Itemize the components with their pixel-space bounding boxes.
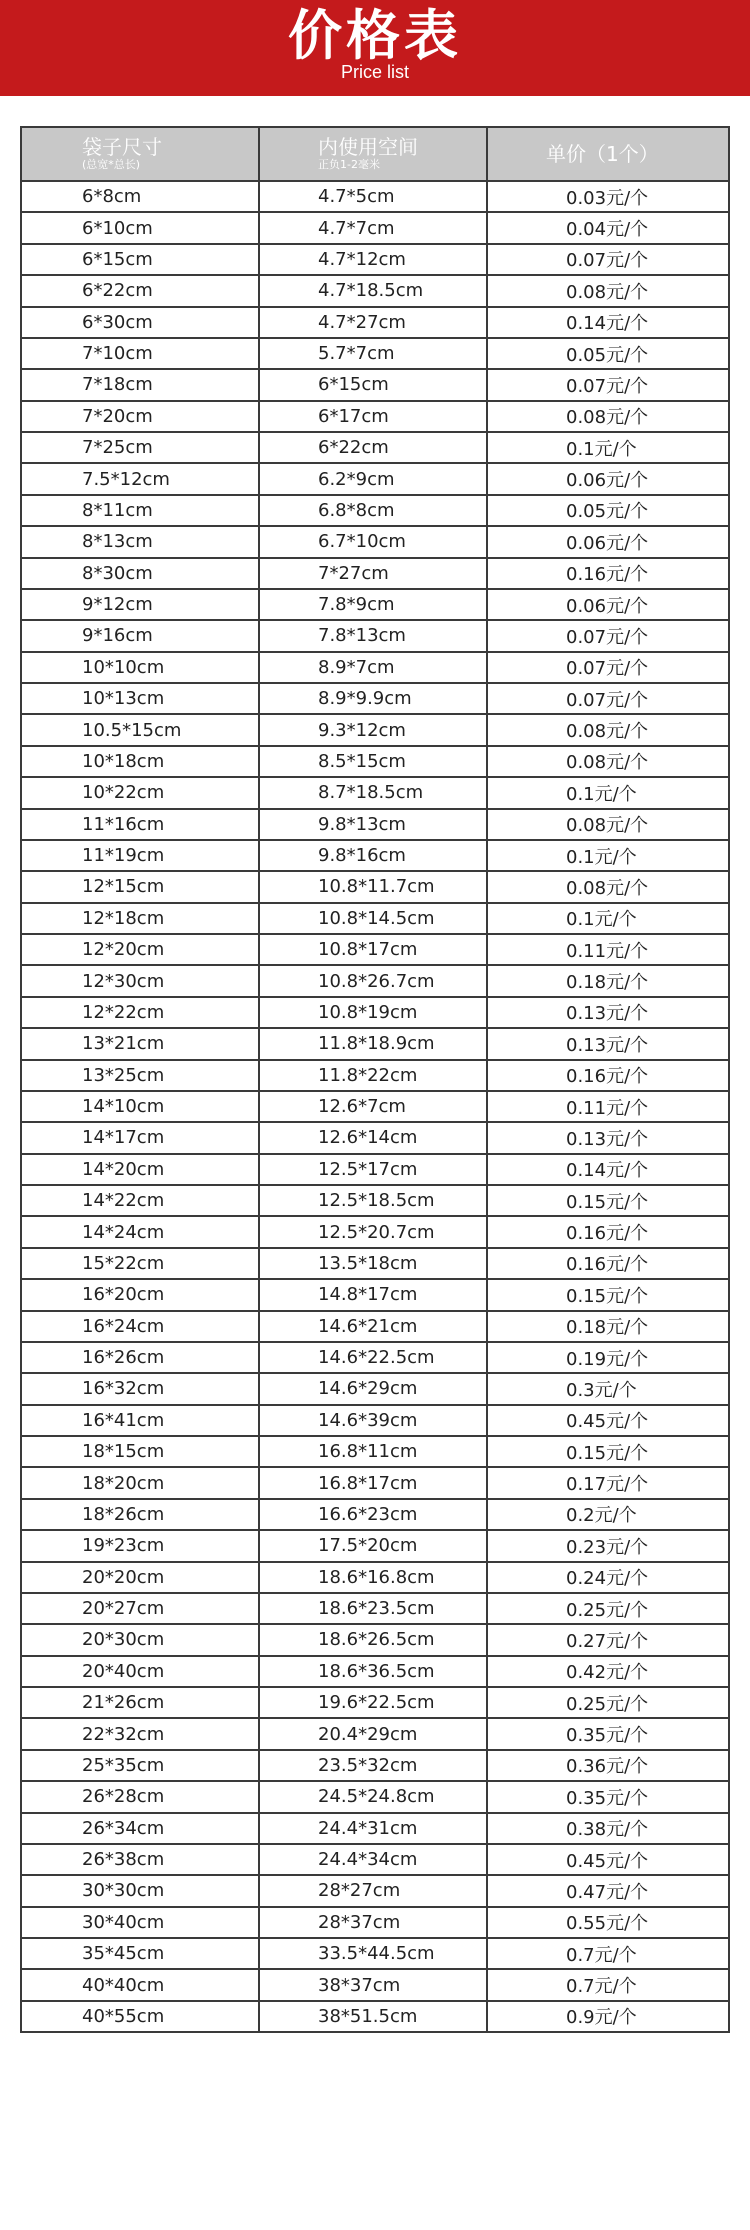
inner-space-cell: 16.6*23cm [259, 1499, 487, 1530]
inner-space-cell: 5.7*7cm [259, 338, 487, 369]
inner-space-cell: 14.8*17cm [259, 1279, 487, 1310]
inner-space-cell: 33.5*44.5cm [259, 1938, 487, 1969]
unit-price-cell: 0.27元/个 [487, 1624, 729, 1655]
inner-space-cell: 9.8*13cm [259, 809, 487, 840]
bag-size-cell: 14*10cm [21, 1091, 259, 1122]
table-row [21, 1436, 729, 1467]
bag-size-cell: 16*24cm [21, 1311, 259, 1342]
unit-price-cell: 0.9元/个 [487, 2001, 729, 2032]
inner-space-cell: 6.7*10cm [259, 526, 487, 557]
price-table [20, 126, 730, 2033]
table-row [21, 1122, 729, 1153]
inner-space-cell: 38*37cm [259, 1969, 487, 2000]
inner-space-cell: 4.7*12cm [259, 244, 487, 275]
table-row [21, 463, 729, 494]
inner-space-cell: 19.6*22.5cm [259, 1687, 487, 1718]
unit-price-cell: 0.55元/个 [487, 1907, 729, 1938]
unit-price-cell: 0.7元/个 [487, 1969, 729, 2000]
table-row [21, 1656, 729, 1687]
column-header-inner-space [259, 127, 487, 181]
bag-size-cell: 14*22cm [21, 1185, 259, 1216]
table-row [21, 1813, 729, 1844]
table-row [21, 1028, 729, 1059]
bag-size-cell: 10*10cm [21, 652, 259, 683]
unit-price-cell: 0.25元/个 [487, 1593, 729, 1624]
inner-space-cell: 14.6*21cm [259, 1311, 487, 1342]
bag-size-cell: 12*18cm [21, 903, 259, 934]
inner-space-cell: 28*27cm [259, 1875, 487, 1906]
bag-size-cell: 14*24cm [21, 1216, 259, 1247]
table-row [21, 1593, 729, 1624]
bag-size-cell: 15*22cm [21, 1248, 259, 1279]
bag-size-cell: 6*22cm [21, 275, 259, 306]
bag-size-cell: 11*16cm [21, 809, 259, 840]
unit-price-cell: 0.38元/个 [487, 1813, 729, 1844]
unit-price-cell: 0.1元/个 [487, 903, 729, 934]
unit-price-cell: 0.13元/个 [487, 1028, 729, 1059]
table-row [21, 1467, 729, 1498]
inner-space-cell: 8.5*15cm [259, 746, 487, 777]
bag-size-cell: 16*26cm [21, 1342, 259, 1373]
unit-price-cell: 0.08元/个 [487, 746, 729, 777]
bag-size-cell: 8*11cm [21, 495, 259, 526]
column-header-label: 单价（1个） [546, 142, 659, 166]
table-row [21, 997, 729, 1028]
unit-price-cell: 0.1元/个 [487, 840, 729, 871]
bag-size-cell: 35*45cm [21, 1938, 259, 1969]
table-row [21, 652, 729, 683]
inner-space-cell: 6*22cm [259, 432, 487, 463]
table-row [21, 589, 729, 620]
bag-size-cell: 30*30cm [21, 1875, 259, 1906]
bag-size-cell: 25*35cm [21, 1750, 259, 1781]
inner-space-cell: 12.6*14cm [259, 1122, 487, 1153]
column-header-bag-size [21, 127, 259, 181]
bag-size-cell: 18*20cm [21, 1467, 259, 1498]
table-row [21, 934, 729, 965]
unit-price-cell: 0.17元/个 [487, 1467, 729, 1498]
bag-size-cell: 9*12cm [21, 589, 259, 620]
table-row [21, 1279, 729, 1310]
table-row [21, 338, 729, 369]
bag-size-cell: 20*30cm [21, 1624, 259, 1655]
unit-price-cell: 0.03元/个 [487, 181, 729, 212]
bag-size-cell: 20*20cm [21, 1562, 259, 1593]
table-row [21, 714, 729, 745]
table-row [21, 871, 729, 902]
unit-price-cell: 0.08元/个 [487, 401, 729, 432]
bag-size-cell: 16*41cm [21, 1405, 259, 1436]
unit-price-cell: 0.18元/个 [487, 965, 729, 996]
table-row [21, 965, 729, 996]
bag-size-cell: 7*10cm [21, 338, 259, 369]
inner-space-cell: 10.8*19cm [259, 997, 487, 1028]
inner-space-cell: 14.6*22.5cm [259, 1342, 487, 1373]
unit-price-cell: 0.05元/个 [487, 495, 729, 526]
inner-space-cell: 12.6*7cm [259, 1091, 487, 1122]
table-row [21, 1781, 729, 1812]
table-row [21, 809, 729, 840]
table-row [21, 1718, 729, 1749]
unit-price-cell: 0.35元/个 [487, 1718, 729, 1749]
table-body [21, 181, 729, 2032]
inner-space-cell: 10.8*11.7cm [259, 871, 487, 902]
table-row [21, 840, 729, 871]
bag-size-cell: 7*20cm [21, 401, 259, 432]
bag-size-cell: 7*25cm [21, 432, 259, 463]
unit-price-cell: 0.08元/个 [487, 714, 729, 745]
inner-space-cell: 4.7*5cm [259, 181, 487, 212]
unit-price-cell: 0.25元/个 [487, 1687, 729, 1718]
inner-space-cell: 9.3*12cm [259, 714, 487, 745]
bag-size-cell: 12*22cm [21, 997, 259, 1028]
table-row [21, 1969, 729, 2000]
bag-size-cell: 14*20cm [21, 1154, 259, 1185]
bag-size-cell: 22*32cm [21, 1718, 259, 1749]
table-row [21, 307, 729, 338]
column-header-label: 内使用空间 [318, 135, 418, 159]
table-row [21, 1499, 729, 1530]
table-row [21, 369, 729, 400]
inner-space-cell: 12.5*20.7cm [259, 1216, 487, 1247]
unit-price-cell: 0.2元/个 [487, 1499, 729, 1530]
bag-size-cell: 12*30cm [21, 965, 259, 996]
inner-space-cell: 4.7*18.5cm [259, 275, 487, 306]
table-row [21, 1907, 729, 1938]
table-row [21, 1311, 729, 1342]
unit-price-cell: 0.07元/个 [487, 620, 729, 651]
inner-space-cell: 20.4*29cm [259, 1718, 487, 1749]
inner-space-cell: 24.5*24.8cm [259, 1781, 487, 1812]
table-row [21, 903, 729, 934]
inner-space-cell: 12.5*18.5cm [259, 1185, 487, 1216]
bag-size-cell: 6*8cm [21, 181, 259, 212]
bag-size-cell: 7*18cm [21, 369, 259, 400]
bag-size-cell: 8*13cm [21, 526, 259, 557]
column-header-note: (总宽*总长) [82, 158, 141, 171]
inner-space-cell: 10.8*14.5cm [259, 903, 487, 934]
unit-price-cell: 0.14元/个 [487, 1154, 729, 1185]
unit-price-cell: 0.42元/个 [487, 1656, 729, 1687]
inner-space-cell: 10.8*17cm [259, 934, 487, 965]
table-header-row [21, 127, 729, 181]
bag-size-cell: 6*30cm [21, 307, 259, 338]
inner-space-cell: 4.7*27cm [259, 307, 487, 338]
unit-price-cell: 0.45元/个 [487, 1405, 729, 1436]
page-subtitle: Price list [340, 62, 409, 82]
bag-size-cell: 12*20cm [21, 934, 259, 965]
unit-price-cell: 0.11元/个 [487, 1091, 729, 1122]
inner-space-cell: 6*17cm [259, 401, 487, 432]
unit-price-cell: 0.08元/个 [487, 809, 729, 840]
inner-space-cell: 4.7*7cm [259, 212, 487, 243]
bag-size-cell: 26*28cm [21, 1781, 259, 1812]
bag-size-cell: 6*10cm [21, 212, 259, 243]
inner-space-cell: 12.5*17cm [259, 1154, 487, 1185]
unit-price-cell: 0.16元/个 [487, 1060, 729, 1091]
table-row [21, 777, 729, 808]
table-row [21, 526, 729, 557]
bag-size-cell: 18*26cm [21, 1499, 259, 1530]
unit-price-cell: 0.06元/个 [487, 589, 729, 620]
table-row [21, 495, 729, 526]
unit-price-cell: 0.15元/个 [487, 1279, 729, 1310]
inner-space-cell: 7*27cm [259, 558, 487, 589]
bag-size-cell: 11*19cm [21, 840, 259, 871]
inner-space-cell: 11.8*18.9cm [259, 1028, 487, 1059]
inner-space-cell: 14.6*29cm [259, 1373, 487, 1404]
table-row [21, 275, 729, 306]
inner-space-cell: 24.4*34cm [259, 1844, 487, 1875]
bag-size-cell: 30*40cm [21, 1907, 259, 1938]
unit-price-cell: 0.47元/个 [487, 1875, 729, 1906]
bag-size-cell: 10*18cm [21, 746, 259, 777]
table-row [21, 1405, 729, 1436]
table-row [21, 1248, 729, 1279]
unit-price-cell: 0.07元/个 [487, 652, 729, 683]
inner-space-cell: 6*15cm [259, 369, 487, 400]
bag-size-cell: 20*27cm [21, 1593, 259, 1624]
bag-size-cell: 26*38cm [21, 1844, 259, 1875]
unit-price-cell: 0.08元/个 [487, 871, 729, 902]
unit-price-cell: 0.23元/个 [487, 1530, 729, 1561]
unit-price-cell: 0.36元/个 [487, 1750, 729, 1781]
table-row [21, 558, 729, 589]
bag-size-cell: 7.5*12cm [21, 463, 259, 494]
inner-space-cell: 18.6*16.8cm [259, 1562, 487, 1593]
unit-price-cell: 0.18元/个 [487, 1311, 729, 1342]
table-row [21, 1875, 729, 1906]
unit-price-cell: 0.06元/个 [487, 463, 729, 494]
inner-space-cell: 10.8*26.7cm [259, 965, 487, 996]
bag-size-cell: 26*34cm [21, 1813, 259, 1844]
unit-price-cell: 0.11元/个 [487, 934, 729, 965]
inner-space-cell: 18.6*26.5cm [259, 1624, 487, 1655]
unit-price-cell: 0.3元/个 [487, 1373, 729, 1404]
inner-space-cell: 7.8*13cm [259, 620, 487, 651]
inner-space-cell: 8.9*7cm [259, 652, 487, 683]
bag-size-cell: 18*15cm [21, 1436, 259, 1467]
inner-space-cell: 16.8*17cm [259, 1467, 487, 1498]
inner-space-cell: 8.7*18.5cm [259, 777, 487, 808]
bag-size-cell: 19*23cm [21, 1530, 259, 1561]
unit-price-cell: 0.19元/个 [487, 1342, 729, 1373]
inner-space-cell: 14.6*39cm [259, 1405, 487, 1436]
column-header-unit-price [487, 127, 729, 181]
unit-price-cell: 0.7元/个 [487, 1938, 729, 1969]
inner-space-cell: 16.8*11cm [259, 1436, 487, 1467]
unit-price-cell: 0.13元/个 [487, 1122, 729, 1153]
bag-size-cell: 10*13cm [21, 683, 259, 714]
table-row [21, 1216, 729, 1247]
table-row [21, 620, 729, 651]
unit-price-cell: 0.07元/个 [487, 369, 729, 400]
bag-size-cell: 12*15cm [21, 871, 259, 902]
inner-space-cell: 38*51.5cm [259, 2001, 487, 2032]
inner-space-cell: 7.8*9cm [259, 589, 487, 620]
table-row [21, 432, 729, 463]
unit-price-cell: 0.07元/个 [487, 683, 729, 714]
inner-space-cell: 18.6*36.5cm [259, 1656, 487, 1687]
table-row [21, 1373, 729, 1404]
bag-size-cell: 6*15cm [21, 244, 259, 275]
title-banner [0, 0, 750, 96]
table-row [21, 401, 729, 432]
table-row [21, 1060, 729, 1091]
bag-size-cell: 16*32cm [21, 1373, 259, 1404]
unit-price-cell: 0.14元/个 [487, 307, 729, 338]
table-row [21, 181, 729, 212]
inner-space-cell: 23.5*32cm [259, 1750, 487, 1781]
table-row [21, 2001, 729, 2032]
table-row [21, 1342, 729, 1373]
unit-price-cell: 0.24元/个 [487, 1562, 729, 1593]
inner-space-cell: 24.4*31cm [259, 1813, 487, 1844]
unit-price-cell: 0.1元/个 [487, 777, 729, 808]
unit-price-cell: 0.16元/个 [487, 558, 729, 589]
unit-price-cell: 0.16元/个 [487, 1216, 729, 1247]
unit-price-cell: 0.35元/个 [487, 1781, 729, 1812]
inner-space-cell: 9.8*16cm [259, 840, 487, 871]
inner-space-cell: 13.5*18cm [259, 1248, 487, 1279]
unit-price-cell: 0.15元/个 [487, 1185, 729, 1216]
table-row [21, 746, 729, 777]
bag-size-cell: 10*22cm [21, 777, 259, 808]
unit-price-cell: 0.06元/个 [487, 526, 729, 557]
unit-price-cell: 0.04元/个 [487, 212, 729, 243]
inner-space-cell: 6.8*8cm [259, 495, 487, 526]
table-row [21, 1185, 729, 1216]
inner-space-cell: 17.5*20cm [259, 1530, 487, 1561]
table-row [21, 1091, 729, 1122]
table-row [21, 1750, 729, 1781]
table-row [21, 1530, 729, 1561]
table-row [21, 1624, 729, 1655]
table-row [21, 1844, 729, 1875]
bag-size-cell: 13*25cm [21, 1060, 259, 1091]
column-header-label: 袋子尺寸 [82, 135, 162, 159]
unit-price-cell: 0.1元/个 [487, 432, 729, 463]
table-row [21, 1562, 729, 1593]
table-row [21, 683, 729, 714]
unit-price-cell: 0.07元/个 [487, 244, 729, 275]
table-row [21, 212, 729, 243]
bag-size-cell: 20*40cm [21, 1656, 259, 1687]
unit-price-cell: 0.15元/个 [487, 1436, 729, 1467]
bag-size-cell: 10.5*15cm [21, 714, 259, 745]
table-row [21, 244, 729, 275]
page-title: 价格表 [288, 4, 462, 67]
table-row [21, 1687, 729, 1718]
bag-size-cell: 9*16cm [21, 620, 259, 651]
bag-size-cell: 16*20cm [21, 1279, 259, 1310]
inner-space-cell: 11.8*22cm [259, 1060, 487, 1091]
unit-price-cell: 0.16元/个 [487, 1248, 729, 1279]
unit-price-cell: 0.13元/个 [487, 997, 729, 1028]
bag-size-cell: 8*30cm [21, 558, 259, 589]
inner-space-cell: 18.6*23.5cm [259, 1593, 487, 1624]
unit-price-cell: 0.45元/个 [487, 1844, 729, 1875]
table-row [21, 1154, 729, 1185]
inner-space-cell: 28*37cm [259, 1907, 487, 1938]
bag-size-cell: 13*21cm [21, 1028, 259, 1059]
table-row [21, 1938, 729, 1969]
bag-size-cell: 14*17cm [21, 1122, 259, 1153]
column-header-note: 正负1-2毫米 [318, 158, 380, 171]
unit-price-cell: 0.05元/个 [487, 338, 729, 369]
bag-size-cell: 40*55cm [21, 2001, 259, 2032]
inner-space-cell: 8.9*9.9cm [259, 683, 487, 714]
bag-size-cell: 21*26cm [21, 1687, 259, 1718]
unit-price-cell: 0.08元/个 [487, 275, 729, 306]
bag-size-cell: 40*40cm [21, 1969, 259, 2000]
inner-space-cell: 6.2*9cm [259, 463, 487, 494]
